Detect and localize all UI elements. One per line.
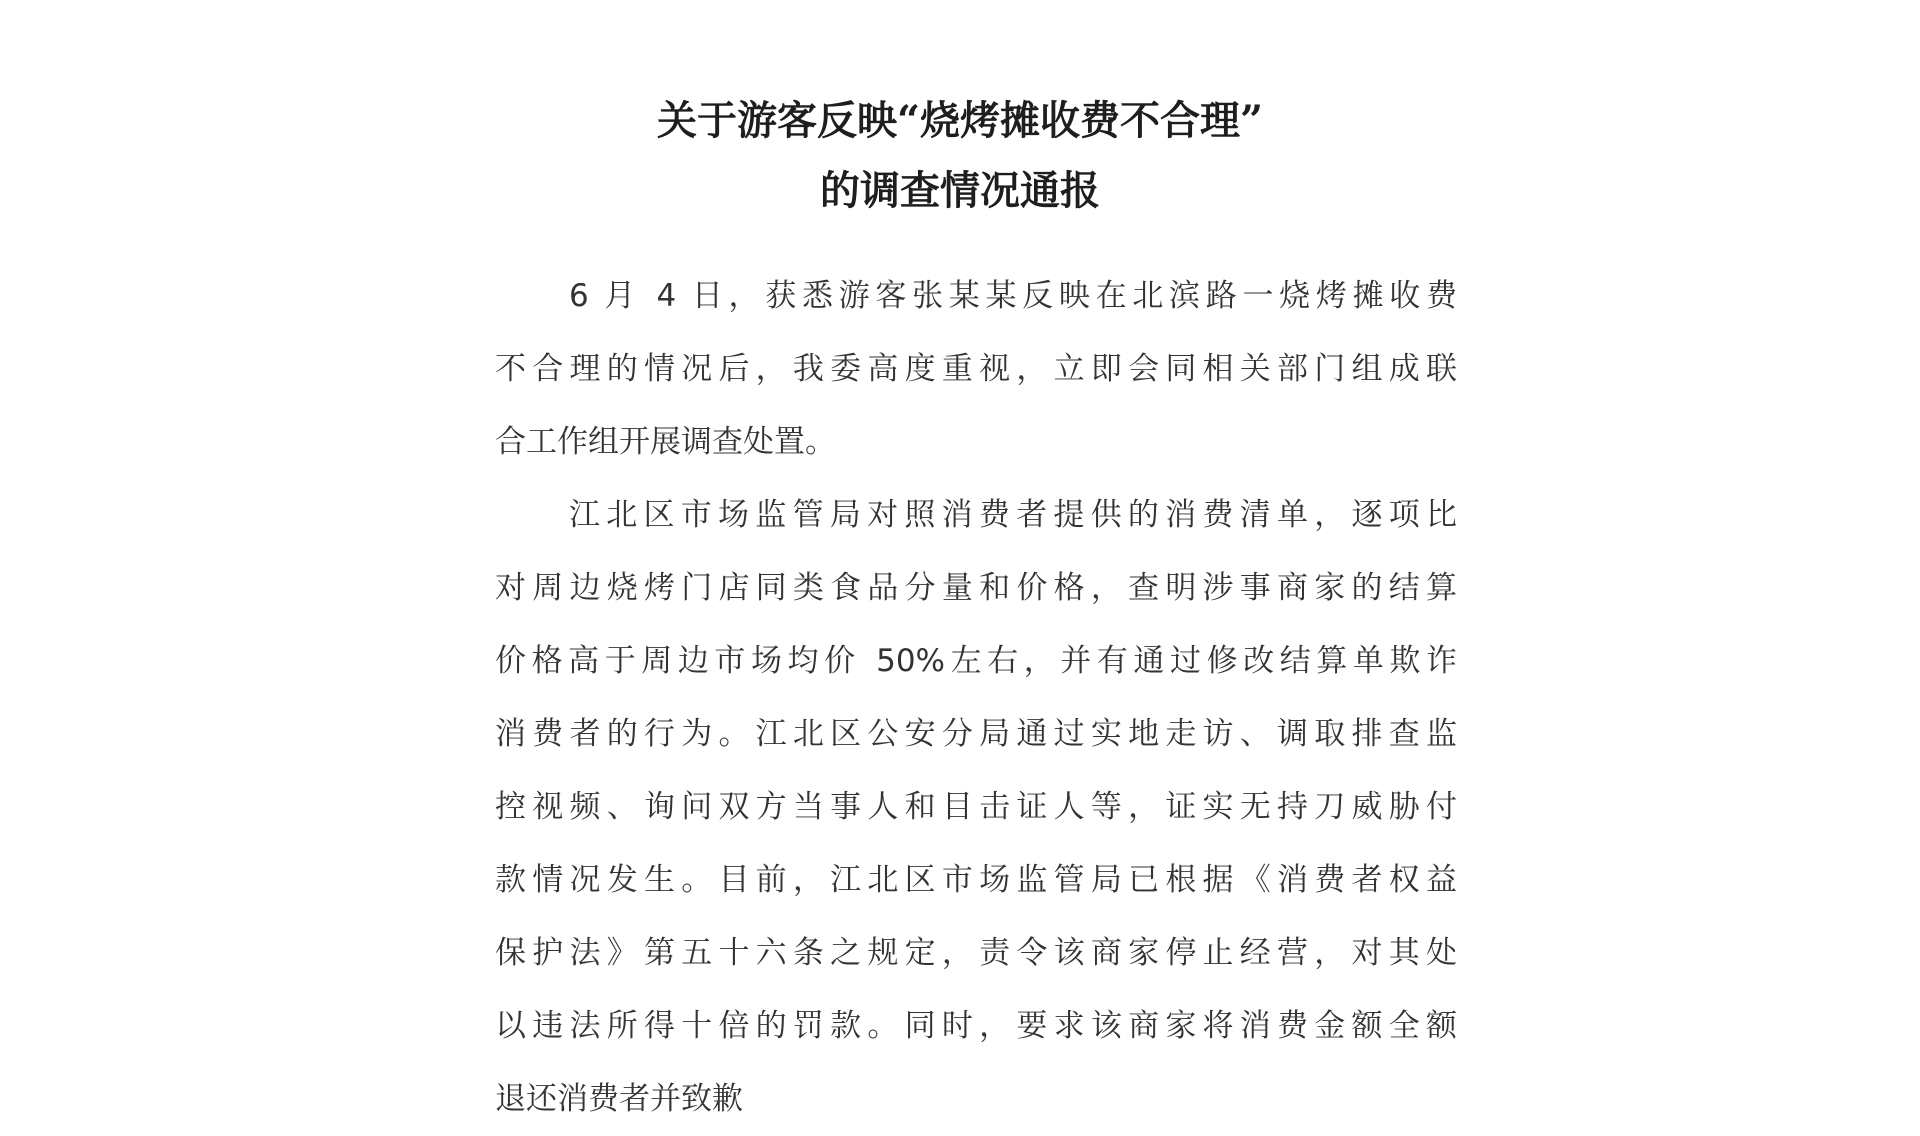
paragraph-line: 对周边烧烤门店同类食品分量和价格，查明涉事商家的结算 (495, 570, 1457, 606)
paragraph-line: 保护法》第五十六条之规定，责令该商家停止经营，对其处 (495, 935, 1457, 971)
paragraph-1 (495, 260, 1457, 479)
paragraph-2 (495, 479, 1457, 1136)
paragraph-line: 控视频、询问双方当事人和目击证人等，证实无持刀威胁付 (495, 789, 1457, 825)
paragraph-line: 江北区市场监管局对照消费者提供的消费清单，逐项比 (569, 497, 1457, 533)
document-body (495, 260, 1457, 1136)
paragraph-line: 退还消费者并致歉 (495, 1081, 743, 1117)
document-title-line-2: 的调查情况通报 (820, 167, 1100, 214)
paragraph-line: 款情况发生。目前，江北区市场监管局已根据《消费者权益 (495, 862, 1457, 898)
paragraph-line: 不合理的情况后，我委高度重视，立即会同相关部门组成联 (495, 351, 1457, 387)
paragraph-line: 6 月 4 日，获悉游客张某某反映在北滨路一烧烤摊收费 (569, 278, 1457, 314)
document-title-line-1: 关于游客反映“烧烤摊收费不合理” (656, 97, 1263, 144)
paragraph-line: 以违法所得十倍的罚款。同时，要求该商家将消费金额全额 (495, 1008, 1457, 1044)
paragraph-line: 价格高于周边市场均价 50%左右，并有通过修改结算单欺诈 (495, 643, 1457, 679)
paragraph-line: 合工作组开展调查处置。 (495, 424, 836, 460)
paragraph-line: 消费者的行为。江北区公安分局通过实地走访、调取排查监 (495, 716, 1457, 752)
